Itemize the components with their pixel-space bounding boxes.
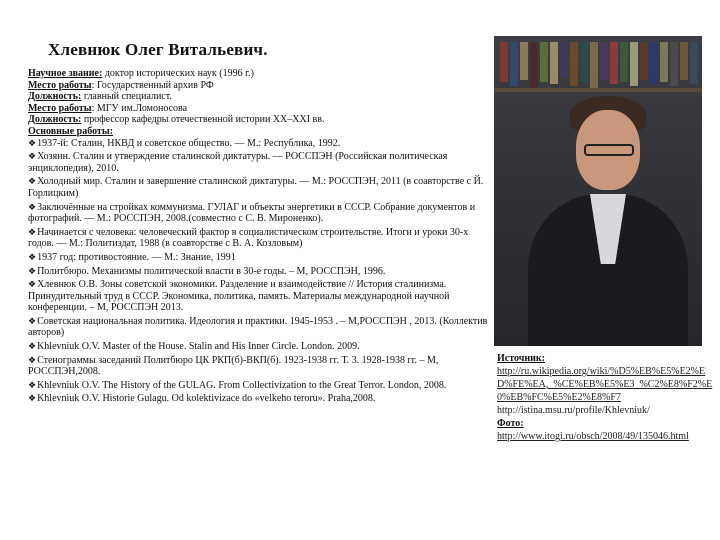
work-text: Стенограммы заседаний Политбюро ЦК РКП(б)-ВКП(б). 1923-1938 гг. Т. 3. 1928-1938 гг. – М, РОССПЭН,2008. xyxy=(28,354,439,378)
work-text: 1937-й: Сталин, НКВД и советское общество. — М.: Республика, 1992. xyxy=(37,137,341,149)
work-text: Хлевнюк О.В. Зоны советской экономики. Разделение и взаимодействие // История сталинизма. Принудительный труд в СССР. Экономика, политика, память. Материалы международной научной конференции. – М, РОССПЭН 2013. xyxy=(28,279,450,314)
bullet-icon: ❖ xyxy=(28,393,37,404)
bullet-icon: ❖ xyxy=(28,137,37,148)
detail-position-1 xyxy=(28,91,492,103)
work-text: Советская национальная политика. Идеология и практики. 1945-1953 . – М,РОССПЭН , 2013. (Коллектив авторов) xyxy=(28,315,488,339)
source-link-istina[interactable]: http://istina.msu.ru/profile/Khlevniuk/ xyxy=(497,405,650,416)
detail-value: доктор исторических наук (1996 г.) xyxy=(102,68,254,79)
detail-label: Должность: xyxy=(28,114,82,126)
detail-label: Место работы xyxy=(28,79,92,91)
bullet-icon: ❖ xyxy=(28,279,37,290)
photo-link[interactable]: http://www.itogi.ru/obsch/2008/49/135046.html xyxy=(497,431,689,442)
biography-content xyxy=(28,68,492,407)
bullet-icon: ❖ xyxy=(28,379,37,390)
list-item xyxy=(28,227,492,250)
source-link-wikipedia[interactable]: http://ru.wikipedia.org/wiki/%D5%EB%E5%E2%ED%FE%EA,_%CE%EB%E5%E3_%C2%E8%F2%E0%EB%FC%E5%E2%E8%F7 xyxy=(497,366,713,403)
list-item xyxy=(28,355,492,378)
detail-label: Должность: xyxy=(28,91,82,103)
list-item xyxy=(28,151,492,174)
work-text: Хозяин. Сталин и утверждение сталинской диктатуры. — РОССПЭН (Российская политическая энциклопедия), 2010. xyxy=(28,151,448,174)
list-item xyxy=(28,266,492,278)
list-item xyxy=(28,176,492,199)
list-item xyxy=(28,252,492,264)
work-text: Начинается с человека: человеческий фактор в социалистическом строительстве. Итоги и уроки 30-х годов. — М.: Политиздат, 1988 (в соавторстве с В. А. Козловым) xyxy=(28,226,469,250)
page-title: Хлевнюк Олег Витальевич. xyxy=(48,40,268,59)
source-block xyxy=(497,352,715,443)
work-text: Khlevniuk O.V. Master of the House. Stalin and His Inner Circle. London. 2009. xyxy=(37,341,360,353)
bullet-icon: ❖ xyxy=(28,151,37,162)
bullet-icon: ❖ xyxy=(28,251,37,262)
detail-label: Место работы xyxy=(28,102,92,114)
detail-value: : МГУ им.Ломоносова xyxy=(91,102,188,114)
list-item xyxy=(28,316,492,339)
bookshelf-books xyxy=(500,42,698,88)
work-text: 1937 год: противостояние. — М.: Знание, 1991 xyxy=(37,251,236,263)
list-item xyxy=(28,341,492,353)
bullet-icon: ❖ xyxy=(28,341,37,352)
detail-academic-title xyxy=(28,68,492,80)
detail-value: профессор кафедры отечественной истории XX–XXI вв. xyxy=(81,114,325,126)
list-item xyxy=(28,393,492,405)
detail-workplace-2 xyxy=(28,103,492,115)
bullet-icon: ❖ xyxy=(28,315,37,326)
detail-label: Основные работы: xyxy=(28,125,113,137)
source-label: Источник: xyxy=(497,353,545,364)
detail-main-works xyxy=(28,126,492,138)
work-text: Khlevniuk O.V. Historie Gulagu. Od kolektivizace do «velkeho teroru». Praha,2008. xyxy=(37,393,376,405)
glasses-icon xyxy=(584,144,634,156)
list-item xyxy=(28,380,492,392)
detail-workplace-1 xyxy=(28,80,492,92)
detail-value: : Государственный архив РФ xyxy=(91,79,214,91)
work-text: Политбюро. Механизмы политической власти в 30-е годы. – М, РОССПЭН, 1996. xyxy=(37,265,386,277)
portrait-photo xyxy=(494,36,702,346)
shelf xyxy=(494,88,702,92)
work-text: Заключённые на стройках коммунизма. ГУЛАГ и объекты энергетики в СССР. Собрание документов и фотографий. — М.: РОССПЭН, 2008.(совместно с С. В. Мироненко). xyxy=(28,201,476,225)
bullet-icon: ❖ xyxy=(28,265,37,276)
bullet-icon: ❖ xyxy=(28,201,37,212)
list-item xyxy=(28,138,492,150)
work-text: Холодный мир. Сталин и завершение сталинской диктатуры. — М.: РОССПЭН, 2011 (в соавторстве с Й. Горлицким) xyxy=(28,176,484,199)
bullet-icon: ❖ xyxy=(28,226,37,237)
photo-label: Фото: xyxy=(497,418,524,429)
works-list xyxy=(28,138,492,405)
bullet-icon: ❖ xyxy=(28,354,37,365)
list-item xyxy=(28,279,492,314)
list-item xyxy=(28,202,492,225)
detail-value: главный специалист. xyxy=(81,91,172,103)
bullet-icon: ❖ xyxy=(28,176,37,187)
work-text: Khlevniuk O.V. The History of the GULAG. From Collectivization to the Great Terror. London, 2008. xyxy=(37,379,447,391)
detail-label: Научное звание: xyxy=(28,68,103,79)
detail-position-2 xyxy=(28,114,492,126)
